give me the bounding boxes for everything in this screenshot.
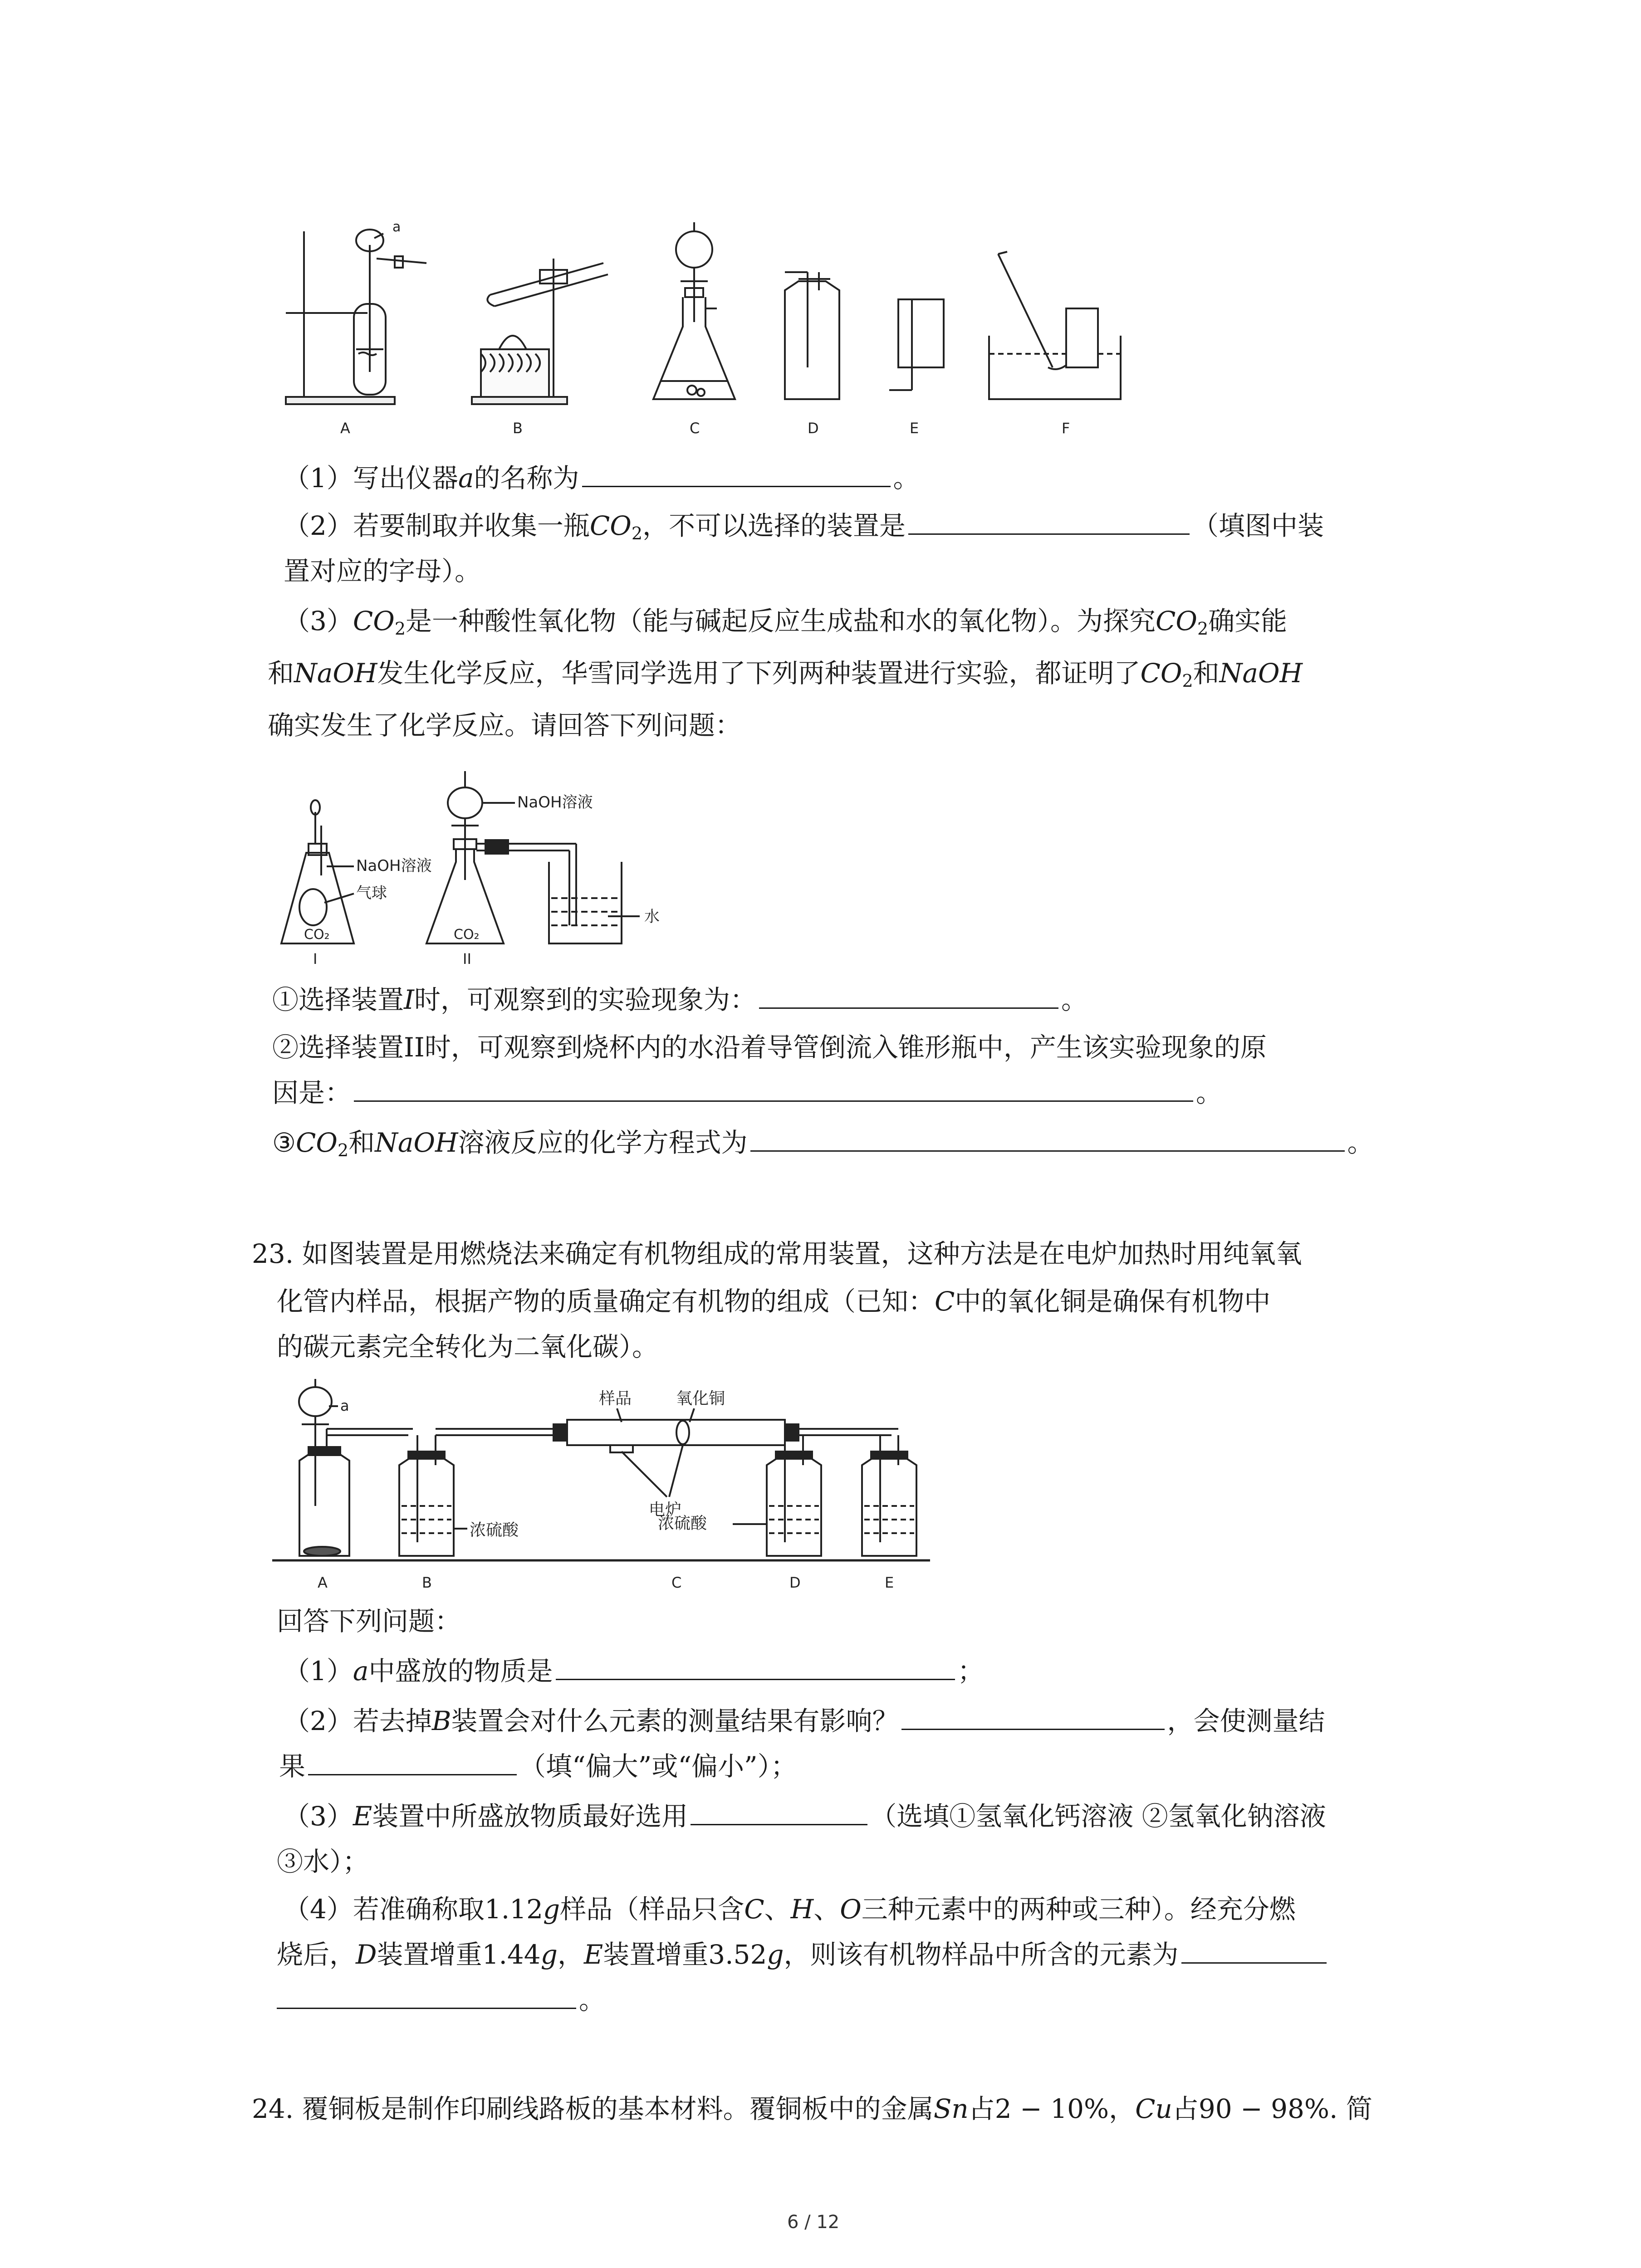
q23-part2-line1: （2）若去掉B装置会对什么元素的测量结果有影响？ ，会使测量结: [284, 1706, 1325, 1736]
q22-p2-answer-blank[interactable]: [908, 512, 1190, 535]
fig1-label-f: F: [1062, 420, 1070, 437]
q23-stem-line2: 化管内样品，根据产物的质量确定有机物的组成（已知：C中的氧化铜是确保有机物中: [277, 1286, 1271, 1317]
fig3-furnace-label: 电炉: [649, 1501, 682, 1519]
q22-p1-answer-blank[interactable]: [582, 464, 891, 487]
q22-c2-answer-blank[interactable]: [354, 1079, 1193, 1102]
device-i: [281, 800, 432, 968]
fig3-sample-label: 样品: [599, 1389, 632, 1408]
q22-sub2-line2: 因是： 。: [272, 1077, 1223, 1108]
fig3-label-c: C: [671, 1574, 682, 1591]
q22-part3-line2: 和NaOH发生化学反应，华雪同学选用了下列两种装置进行实验，都证明了$CO_2$和NaOH: [268, 658, 1303, 691]
q22-sub1: ①选择装置I时，可观察到的实验现象为： 。: [272, 984, 1087, 1015]
apparatus-a: [286, 219, 426, 404]
fig3-cuo-label: 氧化铜: [676, 1389, 725, 1408]
fig3-label-d: D: [789, 1574, 801, 1591]
q22-part3-line3: 确实发生了化学反应。请回答下列问题：: [268, 710, 742, 741]
q23-intro: 回答下列问题：: [277, 1606, 461, 1637]
apparatus-figure-i-ii: [272, 762, 817, 978]
device-i-co2-label: CO₂: [304, 927, 330, 943]
bottle-d-h2so4-label: 浓硫酸: [658, 1514, 707, 1533]
q23-part3-line1: （3）E装置中所盛放物质最好选用 （选填①氢氧化钙溶液 ②氢氧化钠溶液: [284, 1801, 1326, 1832]
fig1-tag-a: a: [392, 219, 401, 235]
device-i-balloon-label: 气球: [356, 884, 387, 902]
q23-part4-line2: 烧后，D装置增重1.44g，E装置增重3.52g，则该有机物样品中所含的元素为: [277, 1939, 1329, 1971]
fig1-label-b: B: [513, 420, 523, 437]
device-i-naoh-label: NaOH溶液: [356, 857, 432, 875]
bottle-d: [658, 1429, 880, 1556]
q22-part2-line2: 置对应的字母）。: [284, 556, 481, 587]
q23-p2-element-blank[interactable]: [901, 1707, 1165, 1730]
q23-part4-line3: 。: [277, 1984, 605, 2016]
q22-c1-answer-blank[interactable]: [759, 986, 1058, 1009]
q23-p4-answer-blank-1[interactable]: [1181, 1941, 1327, 1964]
q23-p2-direction-blank[interactable]: [308, 1752, 517, 1775]
apparatus-d: [785, 272, 839, 399]
apparatus-figure-a-to-f: [277, 218, 1184, 461]
apparatus-e: [889, 299, 944, 390]
q23-p3-answer-blank[interactable]: [691, 1802, 867, 1825]
combustion-tube-c: [554, 1389, 898, 1519]
bottle-b: [399, 1429, 554, 1556]
fig3-tag-a: a: [340, 1397, 349, 1414]
q23-p1-answer-blank[interactable]: [556, 1657, 955, 1680]
bottle-a: [299, 1379, 413, 1556]
q23-part3-line2: ③水）；: [277, 1846, 369, 1877]
apparatus-c: [653, 222, 735, 399]
fig3-label-e: E: [885, 1574, 894, 1591]
q23-stem-line1: 23. 如图装置是用燃烧法来确定有机物组成的常用装置，这种方法是在电炉加热时用纯氧氧: [252, 1238, 1302, 1269]
apparatus-f: [989, 252, 1121, 399]
fig1-label-a: A: [340, 420, 350, 437]
fig1-label-e: E: [910, 420, 919, 437]
q22-part3-line1: $(3)CO_2$是一种酸性氧化物（能与碱起反应生成盐和水的氧化物）。为探究$CO_2$确实能: [284, 606, 1288, 639]
q23-part4-line1: （4）若准确称取1.12g样品（样品只含C、H、O三种元素中的两种或三种）。经充分燃: [284, 1894, 1296, 1925]
q22-sub3: $③CO_2$和NaOH溶液反应的化学方程式为 。: [272, 1127, 1374, 1160]
q23-part2-line2: 果 （填“偏大”或“偏小”）；: [279, 1751, 797, 1782]
device-i-label: I: [313, 950, 318, 968]
q23-part1: （1）a中盛放的物质是 ；: [284, 1656, 984, 1686]
device-ii-co2-label: CO₂: [454, 927, 480, 943]
bottle-e: [862, 1435, 916, 1556]
q23-p4-answer-blank-2[interactable]: [277, 1986, 576, 2009]
combustion-apparatus-figure: [272, 1379, 953, 1604]
fig1-label-d: D: [808, 420, 819, 437]
fig1-label-c: C: [690, 420, 700, 437]
apparatus-b: [472, 259, 608, 404]
q23-stem-line3: 的碳元素完全转化为二氧化碳）。: [277, 1331, 659, 1362]
q22-part1: （1）写出仪器a的名称为 。: [284, 463, 920, 494]
page-number: 6 / 12: [787, 2212, 840, 2233]
device-ii: [426, 771, 660, 968]
fig3-label-b: B: [422, 1574, 432, 1591]
bottle-b-h2so4-label: 浓硫酸: [470, 1521, 519, 1540]
q22-sub2-line1: ②选择装置II时，可观察到烧杯内的水沿着导管倒流入锥形瓶中，产生该实验现象的原: [272, 1032, 1267, 1063]
q22-part2-line1: （2）若要制取并收集一瓶$CO_2$，不可以选择的装置是 （填图中装: [284, 510, 1324, 543]
q22-c3-answer-blank[interactable]: [750, 1129, 1345, 1152]
fig3-label-a: A: [318, 1574, 328, 1591]
device-ii-water-label: 水: [644, 908, 660, 926]
device-ii-naoh-label: NaOH溶液: [517, 793, 593, 811]
q24-stem-line1: 24. 覆铜板是制作印刷线路板的基本材料。覆铜板中的金属Sn占2 − 10%，Cu占90 − 98%. 简: [252, 2093, 1372, 2124]
device-ii-label: II: [463, 950, 471, 968]
